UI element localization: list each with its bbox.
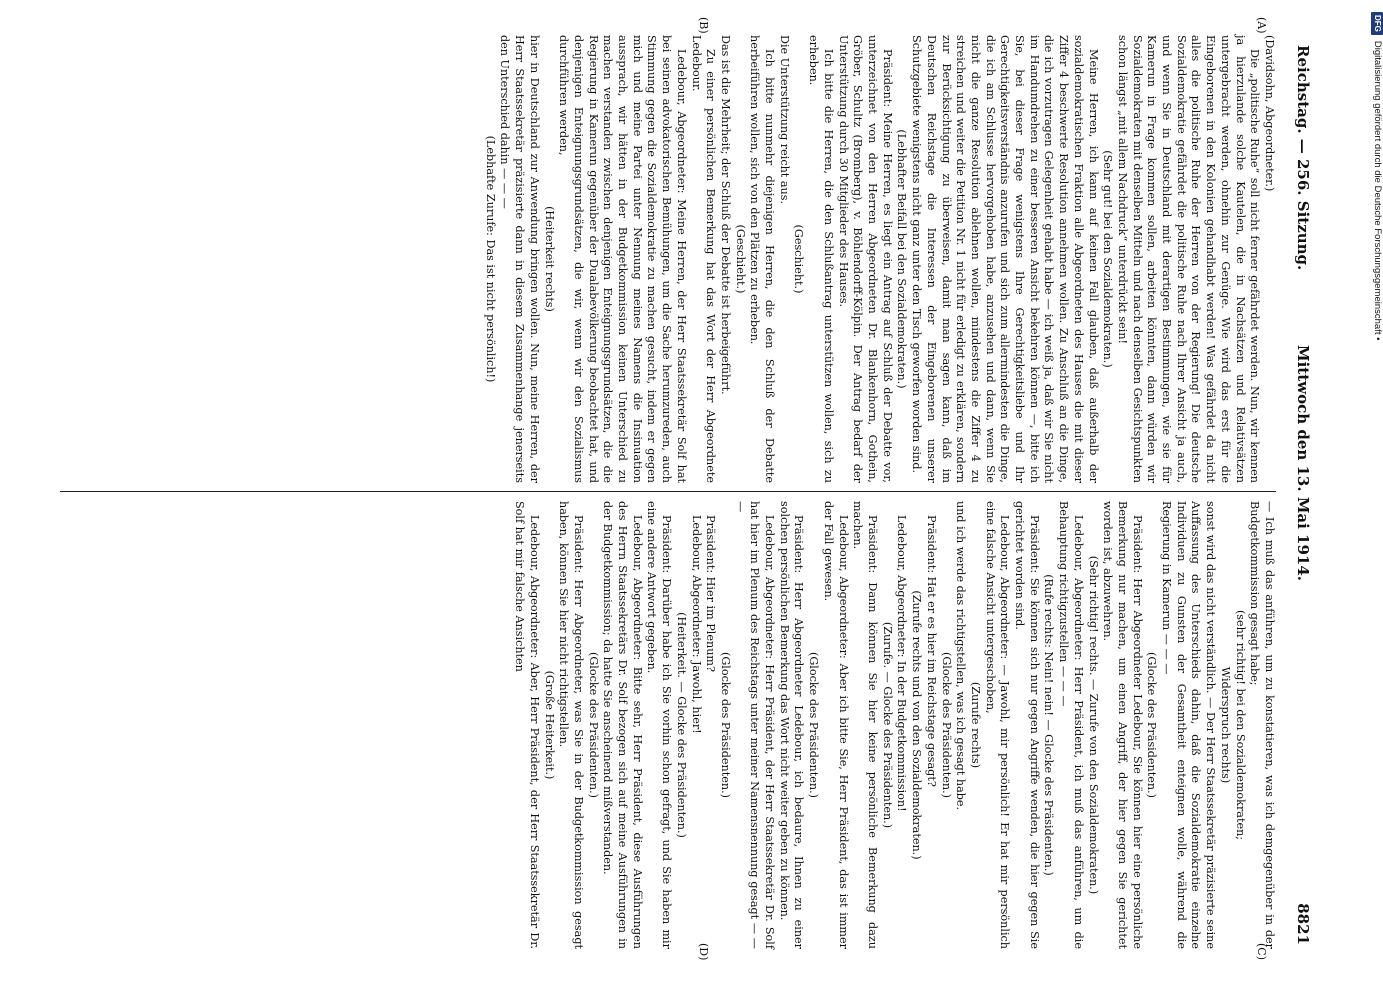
interjection: (Geschieht.) bbox=[792, 224, 806, 294]
paragraph: Die Unterstützung reicht aus. bbox=[777, 35, 791, 205]
paragraph: Ledebour, Abgeordneter: Meine Herren, der Herr Staatssekretär Solf hat bei seinen advokatorischen Bemühungen, um die Sache herumzureden, auch Stimmung gegen die Sozialdemokratie zu machen gesucht, indem er gegen mich und meine Partei unter Nennung meines Namens die Insinuation aussprach, wir hätten in der Budgetkommission keinen Unterschied zu machen verstanden zwischen denjenigen Enteignungsgrundsätzen, die die Regierung in Kamerun gegenüber der Dualabevölkerung beobachtet hat, und denjenigen Enteignungsgrundsätzen, die wir, wenn wir den Sozialismus durchführen werden, bbox=[557, 35, 688, 483]
paragraph: sonst wird das nicht verständlich. — Der Herr Staatssekretär präzisierte seine Auffassung des Unterschieds dahin, daß die Sozialdemokratie einzelne Individuen zu Gunsten der Gesamtheit enteignen wolle, während die Regierung in Kamerun — — — bbox=[1160, 501, 1218, 949]
paragraph: Präsident: Meine Herren, es liegt ein Antrag auf Schluß der Debatte vor, unterzeichnet von den Herren Abgeordneten Dr. Blankenhorn, Gothein, Gröber, Schultz (Bromberg), v. Böhlendorff-Kölpin. Der Antrag bedarf der Unterstützung durch 30 Mitglieder des Hauses. bbox=[836, 35, 894, 483]
attribution-text: Digitalisierung gefördert durch die Deutsche Forschungsgemeinschaft • bbox=[1372, 40, 1383, 341]
paragraph: Präsident: Hat er es hier im Reichstage gesagt? bbox=[924, 515, 938, 787]
paragraph: Präsident: Darüber habe ich Sie vorhin schon gefragt, und Sie haben mir eine andere Antwort gegeben. bbox=[645, 501, 674, 949]
paragraph: Ledebour, Abgeordneter: Jawohl, hier! bbox=[689, 515, 703, 734]
interjection: (Sehr richtig! rechts. — Zurufe von den Sozialdemokraten.) bbox=[1086, 555, 1100, 895]
interjection: (Glocke des Präsidenten.) bbox=[939, 651, 953, 798]
paragraph: Ich bitte die Herren, die den Schlußantrag unterstützen wollen, sich zu erheben. bbox=[807, 35, 835, 483]
header-date: Mittwoch den 13. Mai 1914. bbox=[1294, 345, 1312, 582]
header-left: Reichstag. — 256. Sitzung. bbox=[1294, 45, 1312, 271]
paragraph: Präsident: Herr Abgeordneter Ledebour, Sie können hier eine persönliche Bemerkung nur machen, um einen Angriff, der hier gegen Sie gerichtet worden ist, abzuwehren. bbox=[1101, 501, 1144, 949]
interjection: (Rufe rechts: Nein! nein! — Glocke des Präsidenten.) bbox=[1042, 574, 1056, 876]
paragraph: Ledebour, Abgeordneter: Herr Präsident, ich muß das anführen, um die Behauptung richtigzustellen — — — bbox=[1057, 501, 1085, 949]
paragraph: Ledebour, Abgeordneter: Aber, Herr Präsident, der Herr Staatssekretär Dr. Solf hat mir falsche Ansichten bbox=[513, 501, 541, 949]
paragraph: Ledebour, Abgeordneter: Bitte sehr, Herr Präsident, diese Ausführungen des Herrn Staatssekretärs Dr. Solf bezogen sich auf meine Ausführungen in der Budgetkommission; da hatte Sie anscheinend mißverstanden. bbox=[601, 501, 644, 949]
interjection: (Glocke des Präsidenten.) bbox=[586, 651, 600, 798]
paragraph: Meine Herren, ich kann auf keinen Fall glauben, daß außerhalb der sozialdemokratischen Fraktion alle Abgeordneten des Hauses die mit dieser Ziffer 4 beschwerte Resolution annehmen wollen. Zu Anschluß an die Dinge, die ich vorzutragen Gelegenheit gehabt habe — ich weiß ja, daß wir Sie nicht im Handumdrehen zu einer besseren Ansicht bekehren können —, bitte ich Sie, bei dieser Frage wenigstens Ihre Gerechtigkeitsliebe und Ihr Gerechtigkeitsverständnis anzurufen und sich zum allermindesten die Dinge, die ich am Schlusse hervorgehoben habe, anzusehen und dann, wenn Sie nicht die ganze Resolution ablehnen wollen, mindestens die Ziffer 4 zu streichen und weiter die Petition Nr. 1 nicht für erledigt zu erklären, sondern zur Berücksichtigung zu überweisen, damit man sagen kann, daß im Deutschen Reichstage die Interessen der Eingeborenen unserer Schutzgebiete wenigstens nicht ganz unter den Tisch geworfen worden sind. bbox=[910, 35, 1100, 483]
interjection: (Sehr gut! bei den Sozialdemokraten.) bbox=[1101, 150, 1115, 368]
paragraph: Zu einer persönlichen Bemerkung hat das Wort der Herr Abgeordnete Ledebour. bbox=[689, 35, 718, 483]
interjection: (Heiterkeit. — Glocke des Präsidenten.) bbox=[674, 612, 688, 838]
interjection: Widerspruch rechts) bbox=[1218, 666, 1232, 784]
dfg-attribution bbox=[1371, 12, 1383, 992]
paragraph: Präsident: Herr Abgeordneter Ledebour, ich bedaure, Ihnen zu einer solchen persönlichen Bemerkung das Wort nicht weiter geben zu können. bbox=[777, 501, 806, 949]
running-head bbox=[1286, 15, 1320, 965]
interjection: (Lebhafte Zurufe: Das ist nicht persönlich!) bbox=[483, 135, 497, 383]
paragraph: Präsident: Herr Abgeordneter, was Sie in der Budgetkommission gesagt haben, können Sie hier nicht richtigstellen. bbox=[557, 501, 585, 949]
interjection: (sehr richtig! bei den Sozialdemokraten; bbox=[1233, 609, 1247, 841]
page-number: 8821 bbox=[1294, 903, 1312, 945]
interjection: (Zurufe. — Glocke des Präsidenten.) bbox=[880, 621, 894, 829]
paragraph: — Ich muß das anführen, um zu konstatieren, was ich demgegenüber in der Budgetkommission gesagt habe; bbox=[1248, 501, 1276, 949]
margin-marker-d: (D) bbox=[697, 943, 710, 961]
interjection: (Glocke des Präsidenten.) bbox=[807, 651, 821, 798]
margin-marker-b: (B) bbox=[697, 17, 710, 34]
paragraph: Das ist die Mehrheit; der Schluß der Debatte ist herbeigeführt. bbox=[718, 35, 732, 395]
rotated-page-content bbox=[60, 15, 1320, 965]
left-column bbox=[60, 35, 1276, 483]
interjection: (Zurufe rechts und von den Sozialdemokraten.) bbox=[910, 590, 924, 860]
paragraph: Ledebour, Abgeordneter: Herr Präsident, der Herr Staatssekretär Dr. Solf hat hier im Plenum des Reichstags unter meiner Namensnennung gesagt — — — bbox=[733, 501, 777, 949]
paragraph: Ich bitte nunmehr diejenigen Herren, die den Schluß der Debatte herbeiführen wollen, sich von den Plätzen zu erheben. bbox=[748, 35, 777, 483]
interjection: (Große Heiterkeit.) bbox=[542, 670, 556, 780]
paragraph: Präsident: Dann können Sie hier keine persönliche Bemerkung dazu machen. bbox=[851, 501, 880, 949]
interjection: (Glocke des Präsidenten.) bbox=[1145, 651, 1159, 798]
speaker-continuation: (Davidsohn, Abgeordneter.) bbox=[1263, 35, 1276, 192]
paragraph: Präsident: Sie können sich nur gegen Angriffe wenden, die hier gegen Sie gerichtet worden sind. bbox=[1013, 501, 1041, 949]
interjection: (Geschieht.) bbox=[733, 224, 747, 294]
paragraph: Die „politische Ruhe“ soll nicht ferner gefährdet werden. Nun, wir kennen ja hierzulande solche Kautelen, die in Nachsätzen und Relativsätzen untergebracht werden, ohnehin zur Genüge. Wie wird das erst für die Eingeborenen in den Kolonien gehandhabt werden! Was gefährdet da nicht alles die politische Ruhe der Herren von der Regierung! Die deutsche Sozialdemokratie gefährdet die politische Ruhe nach Ihrer Ansicht ja auch, und wenn Sie in Deutschland mit derartigen Bestimmungen, wie sie für Kamerun in Frage kommen sollen, arbeiten könnten, dann würden wir Sozialdemokraten mit denselben Mitteln und nach denselben Gesichtspunkten schon längst „mit allem Nachdruck“ unterdrückt sein! bbox=[1115, 35, 1262, 483]
interjection: (Glocke des Präsidenten.) bbox=[718, 651, 732, 798]
margin-marker-c: (C) bbox=[1255, 943, 1268, 960]
paragraph: Präsident: Hier im Plenum? bbox=[704, 515, 718, 673]
paragraph: Ledebour, Abgeordneter: In der Budgetkommission! bbox=[895, 515, 909, 812]
column-divider bbox=[60, 491, 1276, 492]
interjection: (Heiterkeit rechts) bbox=[542, 206, 556, 312]
right-column bbox=[60, 501, 1276, 949]
paragraph: hier in Deutschland zur Anwendung bringen wollen. Nun, meine Herren, der Herr Staatssekretär präzisierte dann in diesem Zusammenhange jenerseits den Unterschied dahin — — — bbox=[498, 35, 541, 483]
paragraph: Ledebour, Abgeordneter: Aber ich bitte Sie, Herr Präsident, das ist immer der Fall gewesen. bbox=[821, 501, 850, 949]
paragraph: Ledebour, Abgeordneter: — Jawohl, mir persönlich! Er hat mir persönlich eine falsche Ansicht untergeschoben, bbox=[983, 501, 1012, 949]
interjection: (Lebhafter Beifall bei den Sozialdemokraten.) bbox=[895, 129, 909, 389]
paragraph: und ich werde das richtigstellen, was ich gesagt habe. bbox=[954, 501, 968, 811]
margin-marker-a: (A) bbox=[1255, 17, 1268, 34]
interjection: (Zurufe rechts) bbox=[968, 681, 982, 769]
dfg-logo-icon: DFG bbox=[1371, 12, 1383, 35]
